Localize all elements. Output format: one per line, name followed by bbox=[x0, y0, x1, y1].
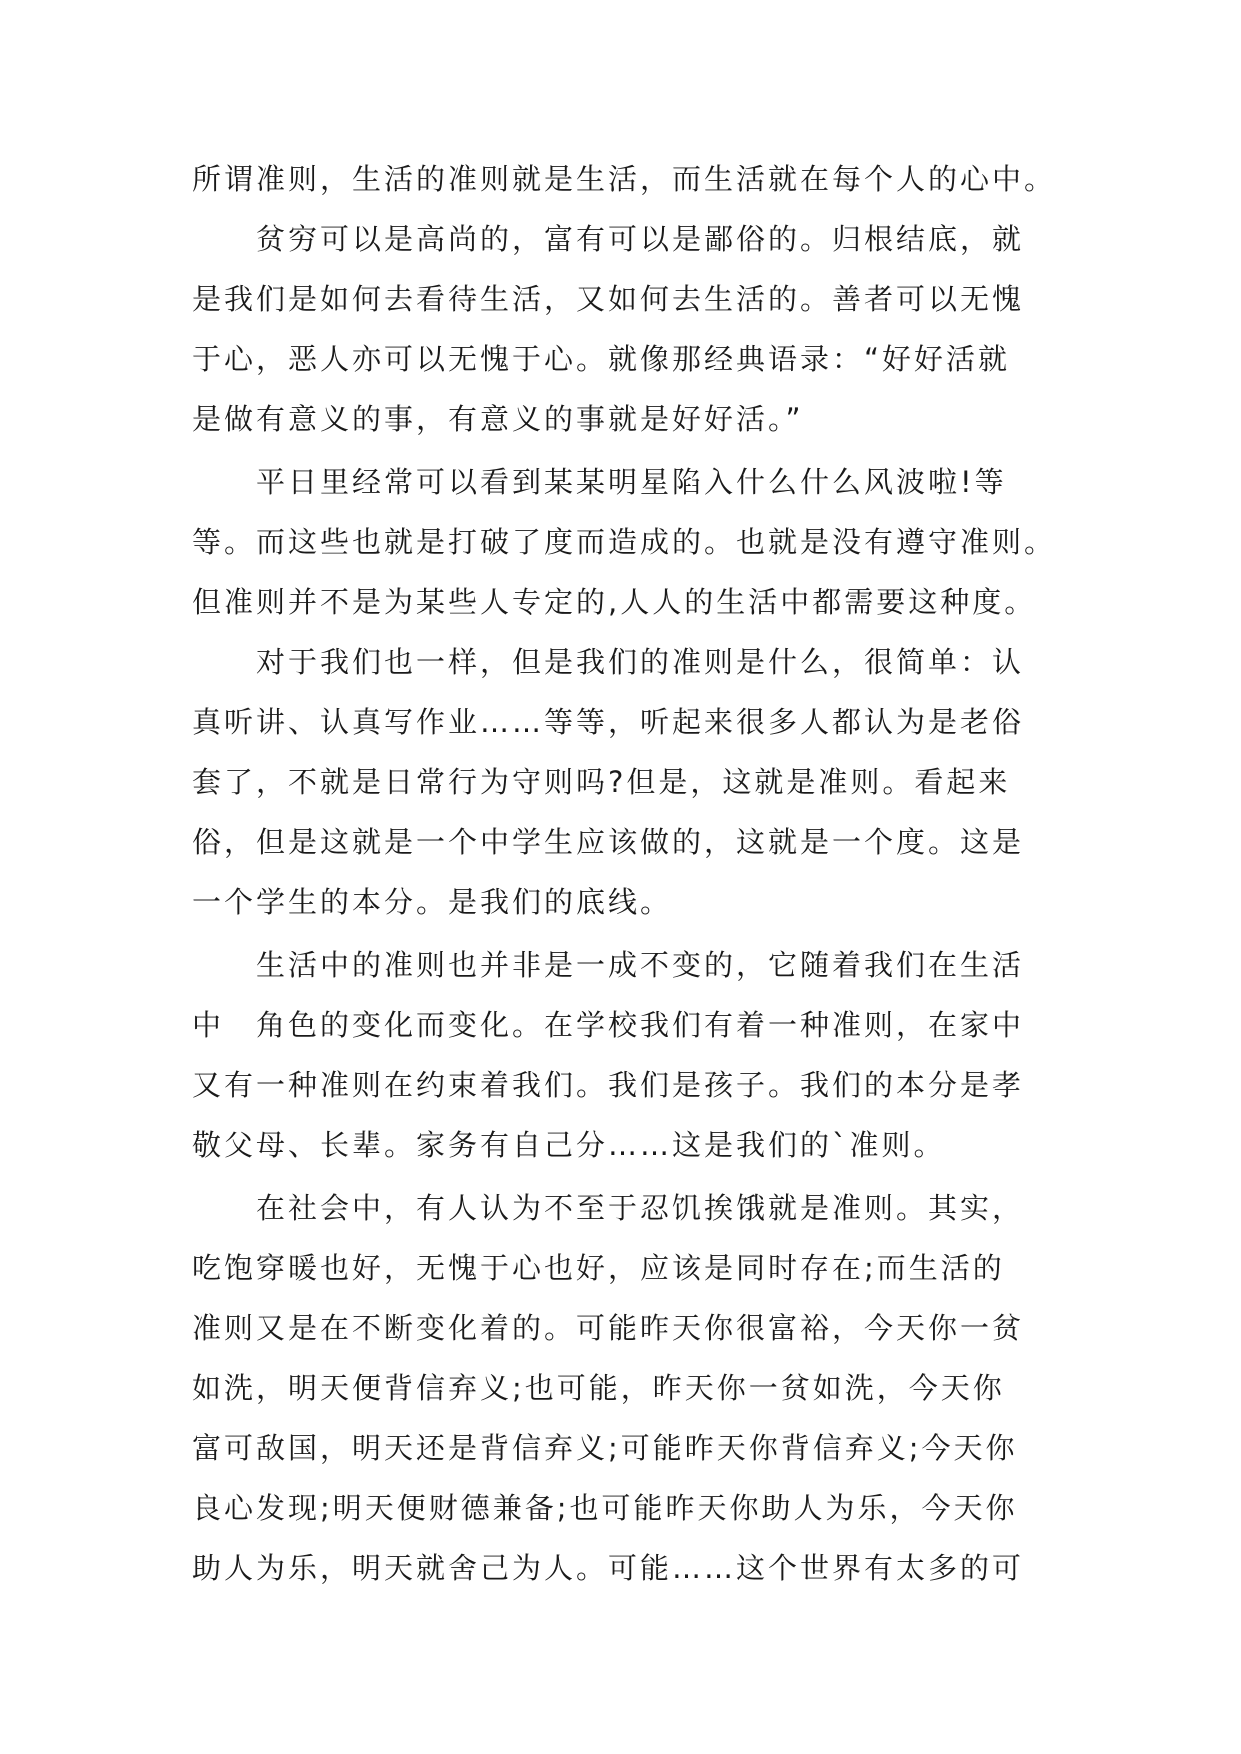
paragraph-first-line: 贫穷可以是高尚的，富有可以是鄙俗的。归根结底，就 bbox=[256, 222, 1025, 256]
text-line: 准则又是在不断变化着的。可能昨天你很富裕，今天你一贫 bbox=[192, 1311, 1025, 1345]
text-line: 所谓准则，生活的准则就是生活，而生活就在每个人的心中。 bbox=[192, 162, 1057, 196]
text-line: 一个学生的本分。是我们的底线。 bbox=[192, 885, 673, 919]
text-line: 但准则并不是为某些人专定的,人人的生活中都需要这种度。 bbox=[192, 585, 1037, 619]
paragraph-first-line: 对于我们也一样，但是我们的准则是什么，很简单：认 bbox=[256, 645, 1025, 679]
text-line: 真听讲、认真写作业……等等，听起来很多人都认为是老俗 bbox=[192, 705, 1025, 739]
text-line: 如洗，明天便背信弃义;也可能，昨天你一贫如洗，今天你 bbox=[192, 1371, 1005, 1405]
text-line: 富可敌国，明天还是背信弃义;可能昨天你背信弃义;今天你 bbox=[192, 1431, 1018, 1465]
text-line: 中 角色的变化而变化。在学校我们有着一种准则，在家中 bbox=[192, 1008, 1025, 1042]
text-line: 套了，不就是日常行为守则吗?但是，这就是准则。看起来 bbox=[192, 765, 1011, 799]
text-line: 良心发现;明天便财德兼备;也可能昨天你助人为乐，今天你 bbox=[192, 1491, 1018, 1525]
paragraph-first-line: 平日里经常可以看到某某明星陷入什么什么风波啦!等 bbox=[256, 465, 1007, 499]
paragraph-first-line: 生活中的准则也并非是一成不变的，它随着我们在生活 bbox=[256, 948, 1025, 982]
text-line: 是我们是如何去看待生活，又如何去生活的。善者可以无愧 bbox=[192, 282, 1025, 316]
text-line: 又有一种准则在约束着我们。我们是孩子。我们的本分是孝 bbox=[192, 1068, 1025, 1102]
paragraph-first-line: 在社会中，有人认为不至于忍饥挨饿就是准则。其实， bbox=[256, 1191, 1025, 1225]
text-line: 于心，恶人亦可以无愧于心。就像那经典语录：“好好活就 bbox=[192, 342, 1011, 376]
text-line: 吃饱穿暖也好，无愧于心也好，应该是同时存在;而生活的 bbox=[192, 1251, 1005, 1285]
text-line: 是做有意义的事，有意义的事就是好好活。” bbox=[192, 402, 804, 436]
text-line: 俗，但是这就是一个中学生应该做的，这就是一个度。这是 bbox=[192, 825, 1025, 859]
text-line: 等。而这些也就是打破了度而造成的。也就是没有遵守准则。 bbox=[192, 525, 1057, 559]
text-line: 助人为乐，明天就舍己为人。可能……这个世界有太多的可 bbox=[192, 1551, 1025, 1585]
text-line: 敬父母、长辈。家务有自己分……这是我们的`准则。 bbox=[192, 1128, 946, 1162]
